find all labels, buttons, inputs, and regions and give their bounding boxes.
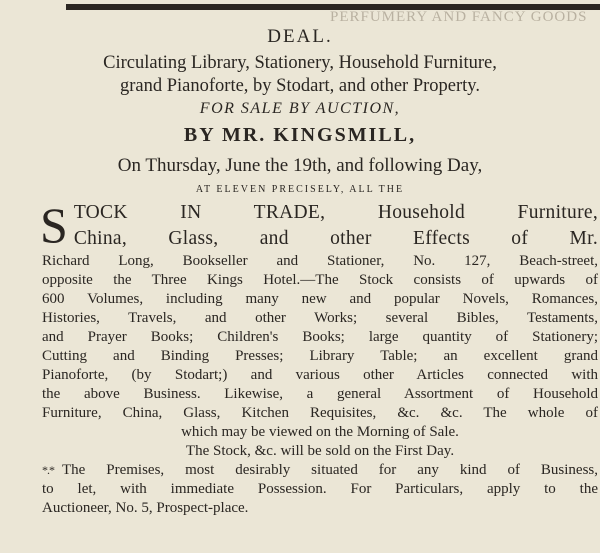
body-line: Furniture, China, Glass, Kitchen Requisites, &c. &c. The whole of — [42, 405, 598, 421]
lead-line-2: China, Glass, and other Effects of Mr. — [73, 228, 598, 249]
auctioneer-name: BY MR. KINGSMILL, — [183, 124, 417, 146]
sale-type: FOR SALE BY AUCTION, — [199, 100, 401, 117]
subtitle-line-2: grand Pianoforte, by Stodart, and other Property. — [120, 76, 480, 96]
sale-date: On Thursday, June the 19th, and following Day, — [117, 155, 483, 176]
body-line: Cutting and Binding Presses; Library Table; an excellent grand — [42, 348, 598, 364]
asterism-mark: *.* — [42, 463, 54, 477]
body-line: Pianoforte, (by Stodart;) and various other Articles connected with — [42, 367, 598, 383]
sale-time: AT ELEVEN PRECISELY, ALL THE — [195, 184, 405, 195]
bleed-through-text: PERFUMERY AND FANCY GOODS — [330, 9, 588, 21]
lead-line-1: TOCK IN TRADE, Household Furniture, — [73, 202, 598, 223]
premises-line-1 — [42, 461, 598, 480]
body-line: which may be viewed on the Morning of Sale. — [181, 424, 459, 440]
premises-line-3: Auctioneer, No. 5, Prospect-place. — [42, 500, 249, 516]
body-line: Histories, Travels, and other Works; several Bibles, Testaments, — [42, 310, 598, 326]
premises-text-1: The Premises, most desirably situated for any kind of Business, — [62, 462, 598, 478]
subtitle-line-1: Circulating Library, Stationery, Household Furniture, — [103, 53, 497, 73]
body-line: Richard Long, Bookseller and Stationer, No. 127, Beach-street, — [42, 253, 598, 269]
place-heading: DEAL. — [267, 26, 333, 47]
body-line: opposite the Three Kings Hotel.—The Stock consists of upwards of — [42, 272, 598, 288]
body-line: the above Business. Likewise, a general Assortment of Household — [42, 386, 598, 402]
body-line: and Prayer Books; Children's Books; large quantity of Stationery; — [42, 329, 598, 345]
premises-line-2: to let, with immediate Possession. For Particulars, apply to the — [42, 481, 598, 497]
drop-cap: S — [40, 197, 68, 253]
first-day-note: The Stock, &c. will be sold on the First Day. — [185, 443, 455, 459]
body-line: 600 Volumes, including many new and popular Novels, Romances, — [42, 291, 598, 307]
advertisement-body — [40, 197, 598, 518]
